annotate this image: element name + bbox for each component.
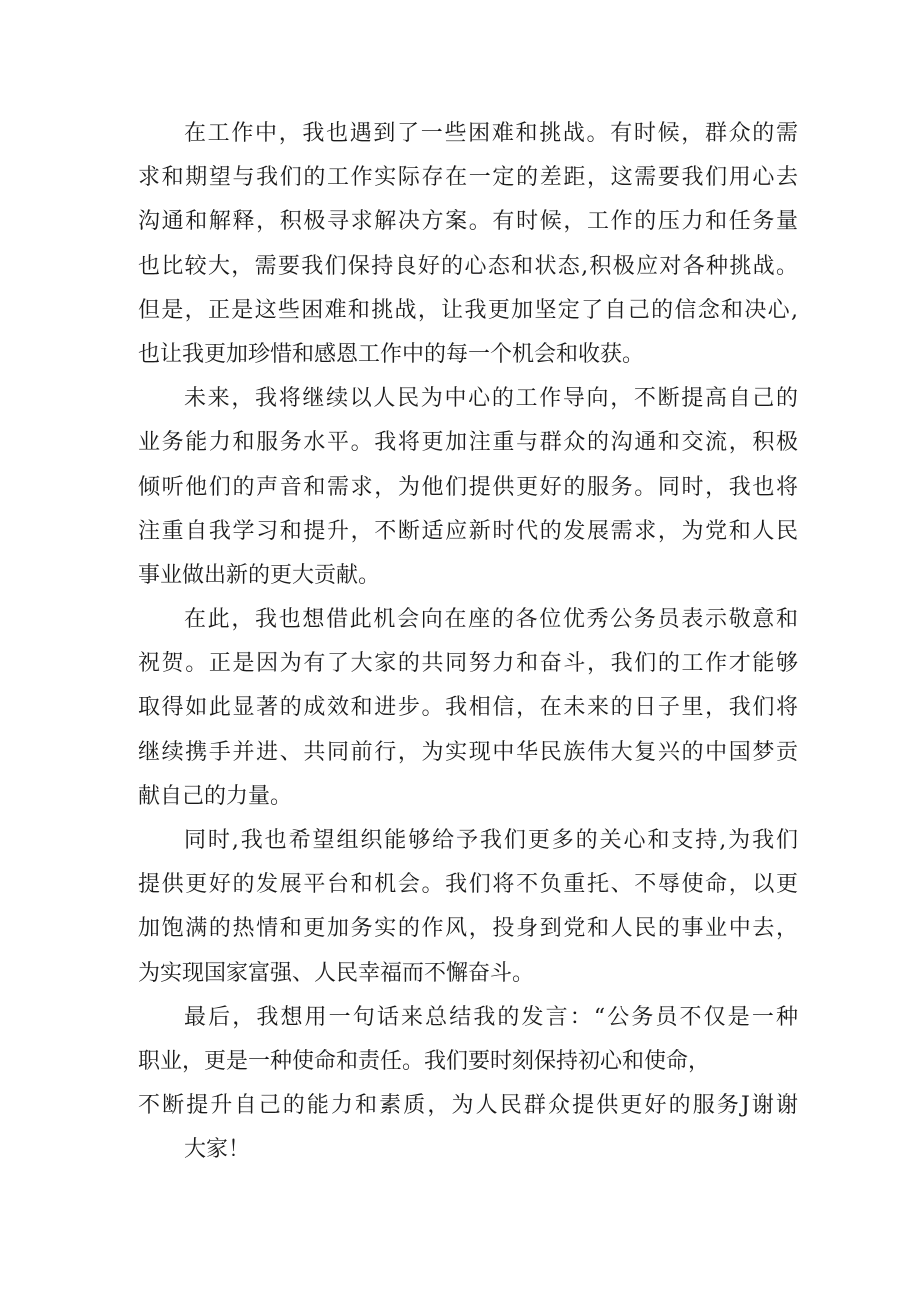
- text-line: 也让我更加珍惜和感恩工作中的每一个机会和收获。: [138, 341, 645, 367]
- text-line: 注重自我学习和提升，不断适应新时代的发展需求，为党和人民: [138, 518, 798, 544]
- text-line: 为实现国家富强、人民幸福而不懈奋斗。: [138, 960, 535, 986]
- text-line: 倾听他们的声音和需求，为他们提供更好的服务。同时，我也将: [138, 474, 798, 500]
- text-line: 职业，更是一种使命和责任。我们要时刻保持初心和使命，: [138, 1048, 711, 1074]
- text-line: 献自己的力量。: [138, 783, 293, 809]
- text-line: 祝贺。正是因为有了大家的共同努力和奋斗，我们的工作才能够: [138, 651, 798, 677]
- text-line: 大家！: [184, 1137, 251, 1163]
- text-line: 在工作中，我也遇到了一些困难和挑战。有时候，群众的需: [184, 121, 798, 146]
- text-line: 事业做出新的更大贡献。: [138, 562, 381, 588]
- text-line: 未来，我将继续以人民为中心的工作导向，不断提高自己的: [184, 386, 798, 412]
- text-line: 提供更好的发展平台和机会。我们将不负重托、不辱使命，以更: [138, 872, 798, 898]
- text-line: 求和期望与我们的工作实际存在一定的差距，这需要我们用心去: [138, 165, 798, 191]
- text-line: 业务能力和服务水平。我将更加注重与群众的沟通和交流，积极: [138, 430, 798, 456]
- text-line: 不断提升自己的能力和素质，为人民群众提供更好的服务J谢谢: [138, 1093, 798, 1119]
- text-line: 取得如此显著的成效和进步。我相信，在未来的日子里，我们将: [138, 695, 798, 721]
- text-line: 在此，我也想借此机会向在座的各位优秀公务员表示敬意和: [184, 607, 798, 633]
- text-line: 加饱满的热情和更加务实的作风，投身到党和人民的事业中去，: [138, 916, 798, 942]
- text-line: 沟通和解释，积极寻求解决方案。有时候，工作的压力和任务量: [138, 209, 798, 235]
- text-line: 继续携手并进、共同前行，为实现中华民族伟大复兴的中国梦贡: [138, 739, 798, 765]
- text-line: 但是，正是这些困难和挑战，让我更加坚定了自己的信念和决心,: [138, 297, 798, 323]
- text-line: 同时,我也希望组织能够给予我们更多的关心和支持,为我们: [184, 828, 798, 853]
- text-line: 最后，我想用一句话来总结我的发言：“公务员不仅是一种: [184, 1004, 798, 1030]
- document-body: [138, 112, 798, 1173]
- text-line: 也比较大，需要我们保持良好的心态和状态,积极应对各种挑战。: [138, 253, 798, 279]
